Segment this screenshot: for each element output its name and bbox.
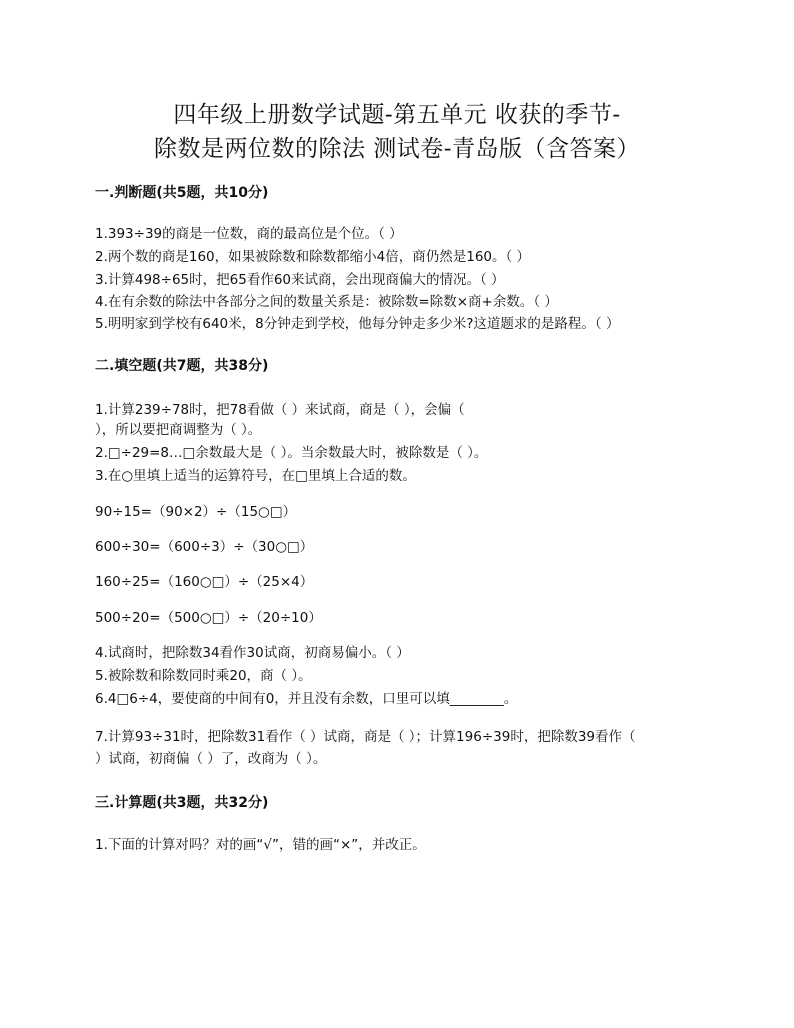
equation-line: 500÷20=（500○□）÷（20÷10） xyxy=(95,610,322,626)
question-line: 4.在有余数的除法中各部分之间的数量关系是：被除数=除数×商+余数。（ ） xyxy=(95,294,558,310)
question-line: 2.□÷29=8…□余数最大是（ ）。当余数最大时，被除数是（ ）。 xyxy=(95,445,488,461)
section-heading-calculation: 三.计算题(共3题，共32分) xyxy=(95,795,269,811)
question-line: 7.计算93÷31时，把除数31看作（ ）试商，商是（ ）；计算196÷39时，把除数39看作（ xyxy=(95,729,636,745)
equation-line: 600÷30=（600÷3）÷（30○□） xyxy=(95,539,314,555)
question-line: 5.明明家到学校有640米，8分钟走到学校，他每分钟走多少米?这道题求的是路程。（ ） xyxy=(95,316,620,332)
equation-line: 160÷25=（160○□）÷（25×4） xyxy=(95,574,314,590)
question-line: 1.下面的计算对吗？对的画“√”，错的画“×”，并改正。 xyxy=(95,837,426,853)
question-line: ），所以要把商调整为（ ）。 xyxy=(95,422,262,438)
page-title-line-1: 四年级上册数学试题-第五单元 收获的季节- xyxy=(173,102,621,128)
page-title-line-2: 除数是两位数的除法 测试卷-青岛版（含答案） xyxy=(153,136,641,162)
section-heading-fill-in: 二.填空题(共7题，共38分) xyxy=(95,358,269,374)
question-line: ）试商，初商偏（ ）了，改商为（ ）。 xyxy=(95,751,327,767)
question-line: 5.被除数和除数同时乘20，商（ ）。 xyxy=(95,668,312,684)
question-line: 3.计算498÷65时，把65看作60来试商，会出现商偏大的情况。（ ） xyxy=(95,272,505,288)
equation-line: 90÷15=（90×2）÷（15○□） xyxy=(95,504,297,520)
section-heading-judgement: 一.判断题(共5题，共10分) xyxy=(95,185,269,201)
question-line: 1.计算239÷78时，把78看做（ ）来试商，商是（ ），会偏（ xyxy=(95,402,465,418)
question-line: 2.两个数的商是160，如果被除数和除数都缩小4倍，商仍然是160。（ ） xyxy=(95,249,531,265)
question-line: 6.4□6÷4，要使商的中间有0，并且没有余数，口里可以填________。 xyxy=(95,691,518,707)
question-line: 1.393÷39的商是一位数，商的最高位是个位。（ ） xyxy=(95,226,403,242)
question-line: 3.在○里填上适当的运算符号，在□里填上合适的数。 xyxy=(95,468,416,484)
question-line: 4.试商时，把除数34看作30试商，初商易偏小。（ ） xyxy=(95,645,410,661)
